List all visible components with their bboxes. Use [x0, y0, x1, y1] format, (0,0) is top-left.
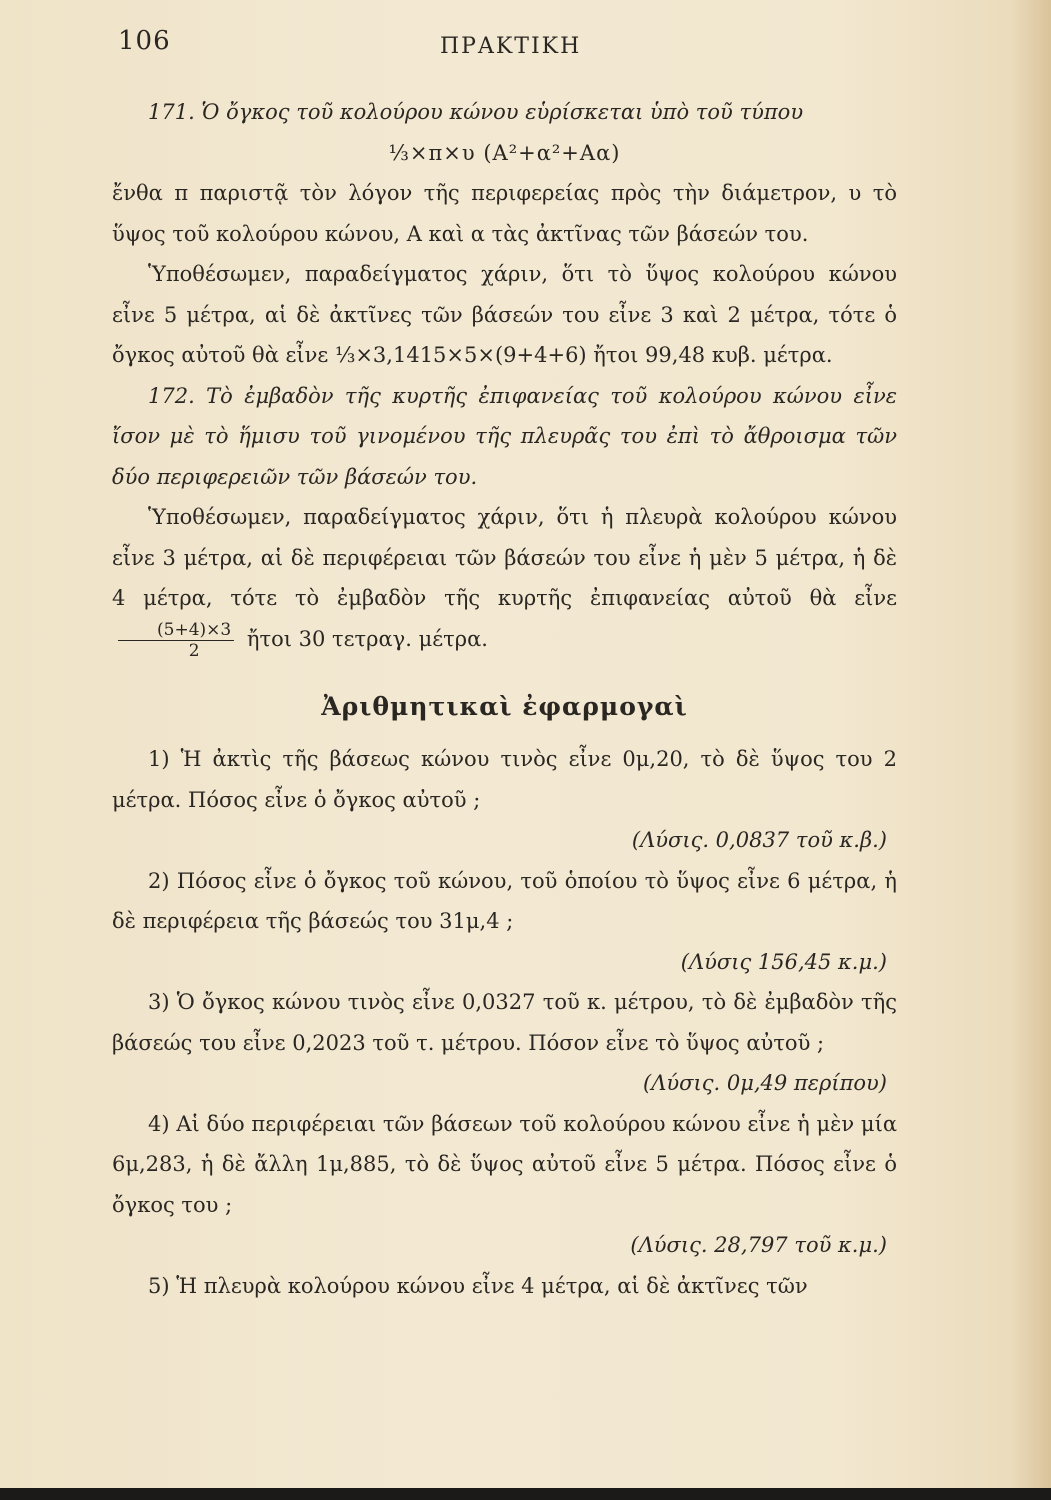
volume-formula: ⅓×π×υ (Α²+α²+Αα) [388, 140, 621, 165]
exercise-2-answer: (Λύσις 156,45 κ.μ.) [680, 949, 887, 974]
page-edge-shadow [1011, 0, 1051, 1500]
running-title: ΠΡΑΚΤΙΚΗ [440, 34, 582, 59]
section-heading: Ἀριθμητικαὶ ἐφαρμογαὶ [321, 691, 688, 721]
area-fraction [118, 620, 234, 661]
exercise-1-question: 1) Ἡ ἀκτὶς τῆς βάσεως κώνου τινὸς εἶνε 0μ,20, τὸ δὲ ὕψος του 2 μέτρα. Πόσος εἶνε ὁ ὄγκος αὐτοῦ ; [112, 747, 897, 812]
exercise-3-question: 3) Ὁ ὄγκος κώνου τινὸς εἶνε 0,0327 τοῦ κ. μέτρου, τὸ δὲ ἐμβαδὸν τῆς βάσεώς του εἶνε 0,2023 τοῦ τ. μέτρου. Πόσον εἶνε τὸ ὕψος αὐτοῦ ; [112, 990, 897, 1055]
page-header [0, 26, 1051, 66]
exercise-4-answer: (Λύσις. 28,797 τοῦ κ.μ.) [630, 1233, 887, 1257]
paragraph-172-example-end: ἤτοι 30 τετραγ. μέτρα. [246, 626, 488, 651]
exercise-3-answer: (Λύσις. 0μ,49 περίπου) [643, 1071, 887, 1095]
fraction-numerator: (5+4)×3 [118, 620, 234, 641]
paragraph-172-statement: 172. Τὸ ἐμβαδὸν τῆς κυρτῆς ἐπιφανείας τοῦ κολούρου κώνου εἶνε ἴσον μὲ τὸ ἥμισυ τοῦ γινομένου τῆς πλευρᾶς του ἐπὶ τὸ ἄθροισμα τῶν δύο περιφερειῶν τῶν βάσεών του. [112, 383, 897, 489]
paragraph-172-example-start: Ὑποθέσωμεν, παραδείγματος χάριν, ὅτι ἡ πλευρὰ κολούρου κώνου εἶνε 3 μέτρα, αἱ δὲ περιφέρειαι τῶν βάσεών του εἶνε ἡ μὲν 5 μέτρα, ἡ δὲ 4 μέτρα, τότε τὸ ἐμβαδὸν τῆς κυρτῆς ἐπιφανείας αὐτοῦ θὰ εἶνε [112, 505, 897, 610]
exercise-4-question: 4) Αἱ δύο περιφέρειαι τῶν βάσεων τοῦ κολούρου κώνου εἶνε ἡ μὲν μία 6μ,283, ἡ δὲ ἄλλη 1μ,885, τὸ δὲ ὕψος αὐτοῦ εἶνε 5 μέτρα. Πόσος εἶνε ὁ ὄγκος του ; [112, 1111, 897, 1217]
page-number: 106 [118, 26, 171, 56]
paragraph-171-example: Ὑποθέσωμεν, παραδείγματος χάριν, ὅτι τὸ ὕψος κολούρου κώνου εἶνε 5 μέτρα, αἱ δὲ ἀκτῖνες τῶν βάσεών του εἶνε 3 καὶ 2 μέτρα, τότε ὁ ὄγκος αὐτοῦ θὰ εἶνε ⅓×3,1415×5×(9+4+6) ἤτοι 99,48 κυβ. μέτρα. [112, 262, 897, 367]
exercise-2-question: 2) Πόσος εἶνε ὁ ὄγκος τοῦ κώνου, τοῦ ὁποίου τὸ ὕψος εἶνε 6 μέτρα, ἡ δὲ περιφέρεια τῆς βάσεώς του 31μ,4 ; [112, 868, 897, 933]
page-body [112, 92, 897, 1306]
paragraph-172-example [112, 497, 897, 661]
fraction-denominator: 2 [188, 640, 200, 661]
exercise-5-question: 5) Ἡ πλευρὰ κολούρου κώνου εἶνε 4 μέτρα, αἱ δὲ ἀκτῖνες τῶν [148, 1273, 808, 1298]
paragraph-171-statement: 171. Ὁ ὄγκος τοῦ κολούρου κώνου εὑρίσκεται ὑπὸ τοῦ τύπου [148, 100, 804, 124]
exercise-1-answer: (Λύσις. 0,0837 τοῦ κ.β.) [631, 828, 887, 852]
scan-border [0, 1488, 1051, 1500]
paragraph-171-explanation: ἔνθα π παριστᾷ τὸν λόγον τῆς περιφερείας πρὸς τὴν διάμετρον, υ τὸ ὕψος τοῦ κολούρου κώνου, Α καὶ α τὰς ἀκτῖνας τῶν βάσεών του. [112, 181, 897, 246]
